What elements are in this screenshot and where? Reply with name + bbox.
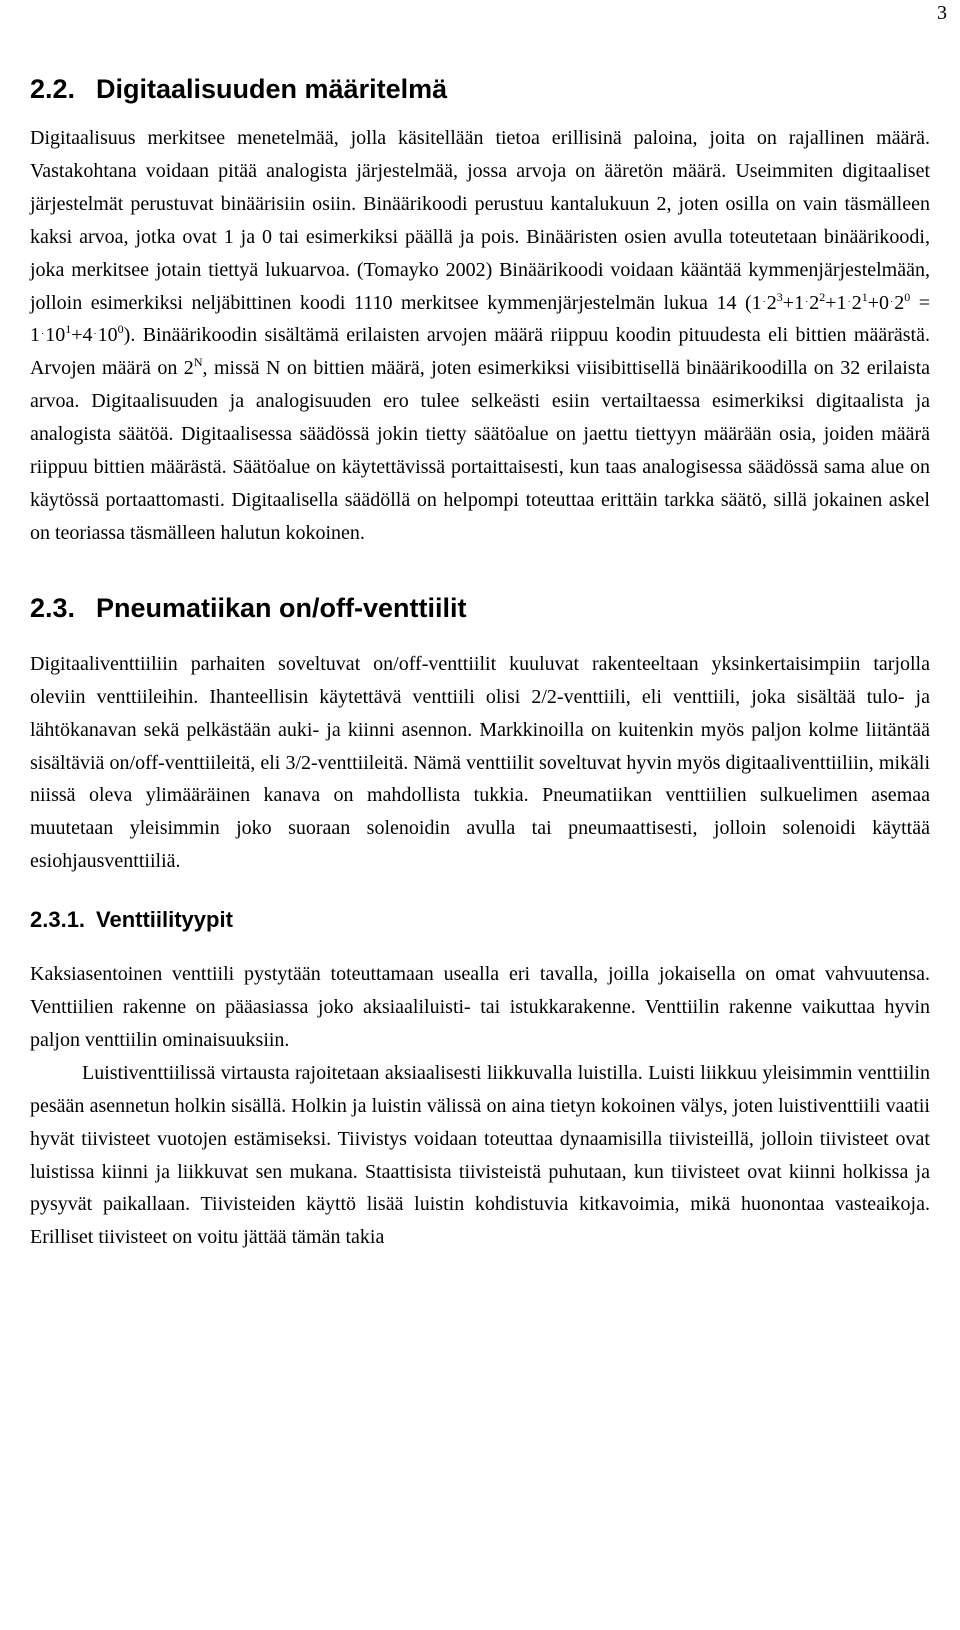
section-heading-2-2 xyxy=(30,72,930,106)
section-number: 2.3. xyxy=(30,592,76,623)
section-number: 2.3.1. xyxy=(30,907,86,933)
section-heading-2-3-1 xyxy=(30,906,930,934)
document-body xyxy=(30,72,930,1254)
section-number: 2.2. xyxy=(30,74,76,104)
formula: $1^\cdot 2^3+1^\cdot 2^2+1^\cdot 2^1+0^\cdot 2^0 = 1^\cdot 10^1+4^\cdot 10^0$). xyxy=(30,289,930,347)
section-heading-2-3 xyxy=(30,591,930,625)
section-title: Venttiilityypit xyxy=(96,907,233,933)
section-title: Pneumatiikan on/off-venttiilit xyxy=(96,592,467,623)
paragraph-on-off-venttiilit: Digitaaliventtiiliin parhaiten soveltuvat on/off-venttiilit kuuluvat rakenteeltaan yksinkertaisimpiin tarjolla oleviin venttiileihin. Ihanteellisin käytettävä venttiili olisi 2/2-venttiili, eli venttiili, joka sisältää tulo- ja lähtökanavan sekä pelkästään auki- ja kiinni asennon. Markkinoilla on kuitenkin myös paljon kolme liitäntää sisältäviä on/off-venttiileitä, eli 3/2-venttiileitä. Nämä venttiilit soveltuvat hyvin myös digitaaliventtiiliin, mikäli niissä oleva ylimääräinen kanava on mahdollista tukkia. Pneumatiikan venttiilien sulkuelimen asemaa muutetaan yleisimmin joko suoraan solenoidin avulla tai pneumaattisesti, jolloin solenoidi käyttää esiohjausventtiiliä. xyxy=(30,652,930,873)
section-title: Digitaalisuuden määritelmä xyxy=(96,74,448,104)
page-number: 3 xyxy=(937,2,947,24)
paragraph-kaksiasentoinen: Kaksiasentoinen venttiili pystytään toteuttamaan usealla eri tavalla, joilla jokaisella on omat vahvuutensa. Venttiilien rakenne on pääasiassa joko aksiaaliluisti- tai istukkarakenne. Venttiilin rakenne vaikuttaa hyvin paljon venttiilin ominaisuuksiin. xyxy=(30,963,930,1051)
paragraph-text: Digitaalisuus merkitsee menetelmää, jolla käsitellään tietoa erillisinä paloina, joita on rajallinen määrä. Vastakohtana voidaan pitää analogista järjestelmää, jossa arvoja on ääretön määrä. Useimmiten digitaaliset järjestelmät perustuvat binäärisiin osiin. Binäärikoodi perustuu kantalukuun 2, joten osilla on vain täsmälleen kaksi arvoa, jotka ovat 1 ja 0 tai esimerkiksi päällä ja pois. Binääristen osien avulla toteutetaan binäärikoodi, joka merkitsee jotain tiettyä lukuarvoa. (Tomayko 2002) Binäärikoodi voidaan kääntää kymmenjärjestelmään, jolloin esimerkiksi neljäbittinen koodi 1110 merkitsee kymmenjärjestelmän lukua 14 ( xyxy=(30,127,930,314)
paragraph-luistiventtiili: Luistiventtiilissä virtausta rajoitetaan aksiaalisesti liikkuvalla luistilla. Luisti liikkuu yleisimmin venttiilin pesään asennetun holkin sisällä. Holkin ja luistin välissä on aina tietyn kokoinen välys, joten luistiventtiili vaatii hyvät tiivisteet vuotojen estämiseksi. Tiivistys voidaan toteuttaa dynaamisilla tiivisteillä, jolloin tiivisteet ovat luistissa kiinni ja liikkuvat sen mukana. Staattisista tiivisteistä puhutaan, kun tiivisteet ovat kiinni holkissa ja pysyvät paikallaan. Tiivisteiden käyttö lisää luistin kohdistuvia kitkavoimia, mikä huonontaa vasteaikoja. Erilliset tiivisteet on voitu jättää tämän takia xyxy=(30,1061,930,1249)
paragraph-text: Binäärikoodin sisältämä erilaisten arvojen määrä riippuu koodin pituudesta eli bittien määrästä. Arvojen määrä on 2 xyxy=(30,324,930,380)
exponent: N xyxy=(193,355,203,370)
paragraph-digitaalisuus xyxy=(30,122,930,550)
paragraph-text: , missä N on bittien määrä, joten esimerkiksi viisibittisellä binäärikoodilla on 32 erilaista arvoa. Digitaalisuuden ja analogisuuden ero tulee selkeästi esiin vertailtaessa esimerkiksi digitaalista ja analogista säätöä. Digitaalisessa säädössä jokin tietty säätöalue on jaettu tiettyyn määrään osia, joiden määrä riippuu bittien määrästä. Säätöalue on käytettävissä portaittaisesti, kun taas analogisessa säädössä sama alue on käytössä portaattomasti. Digitaalisella säädöllä on helpompi toteuttaa erittäin tarkka säätö, sillä jokainen askel on teoriassa täsmälleen halutun kokoinen. xyxy=(30,357,931,544)
